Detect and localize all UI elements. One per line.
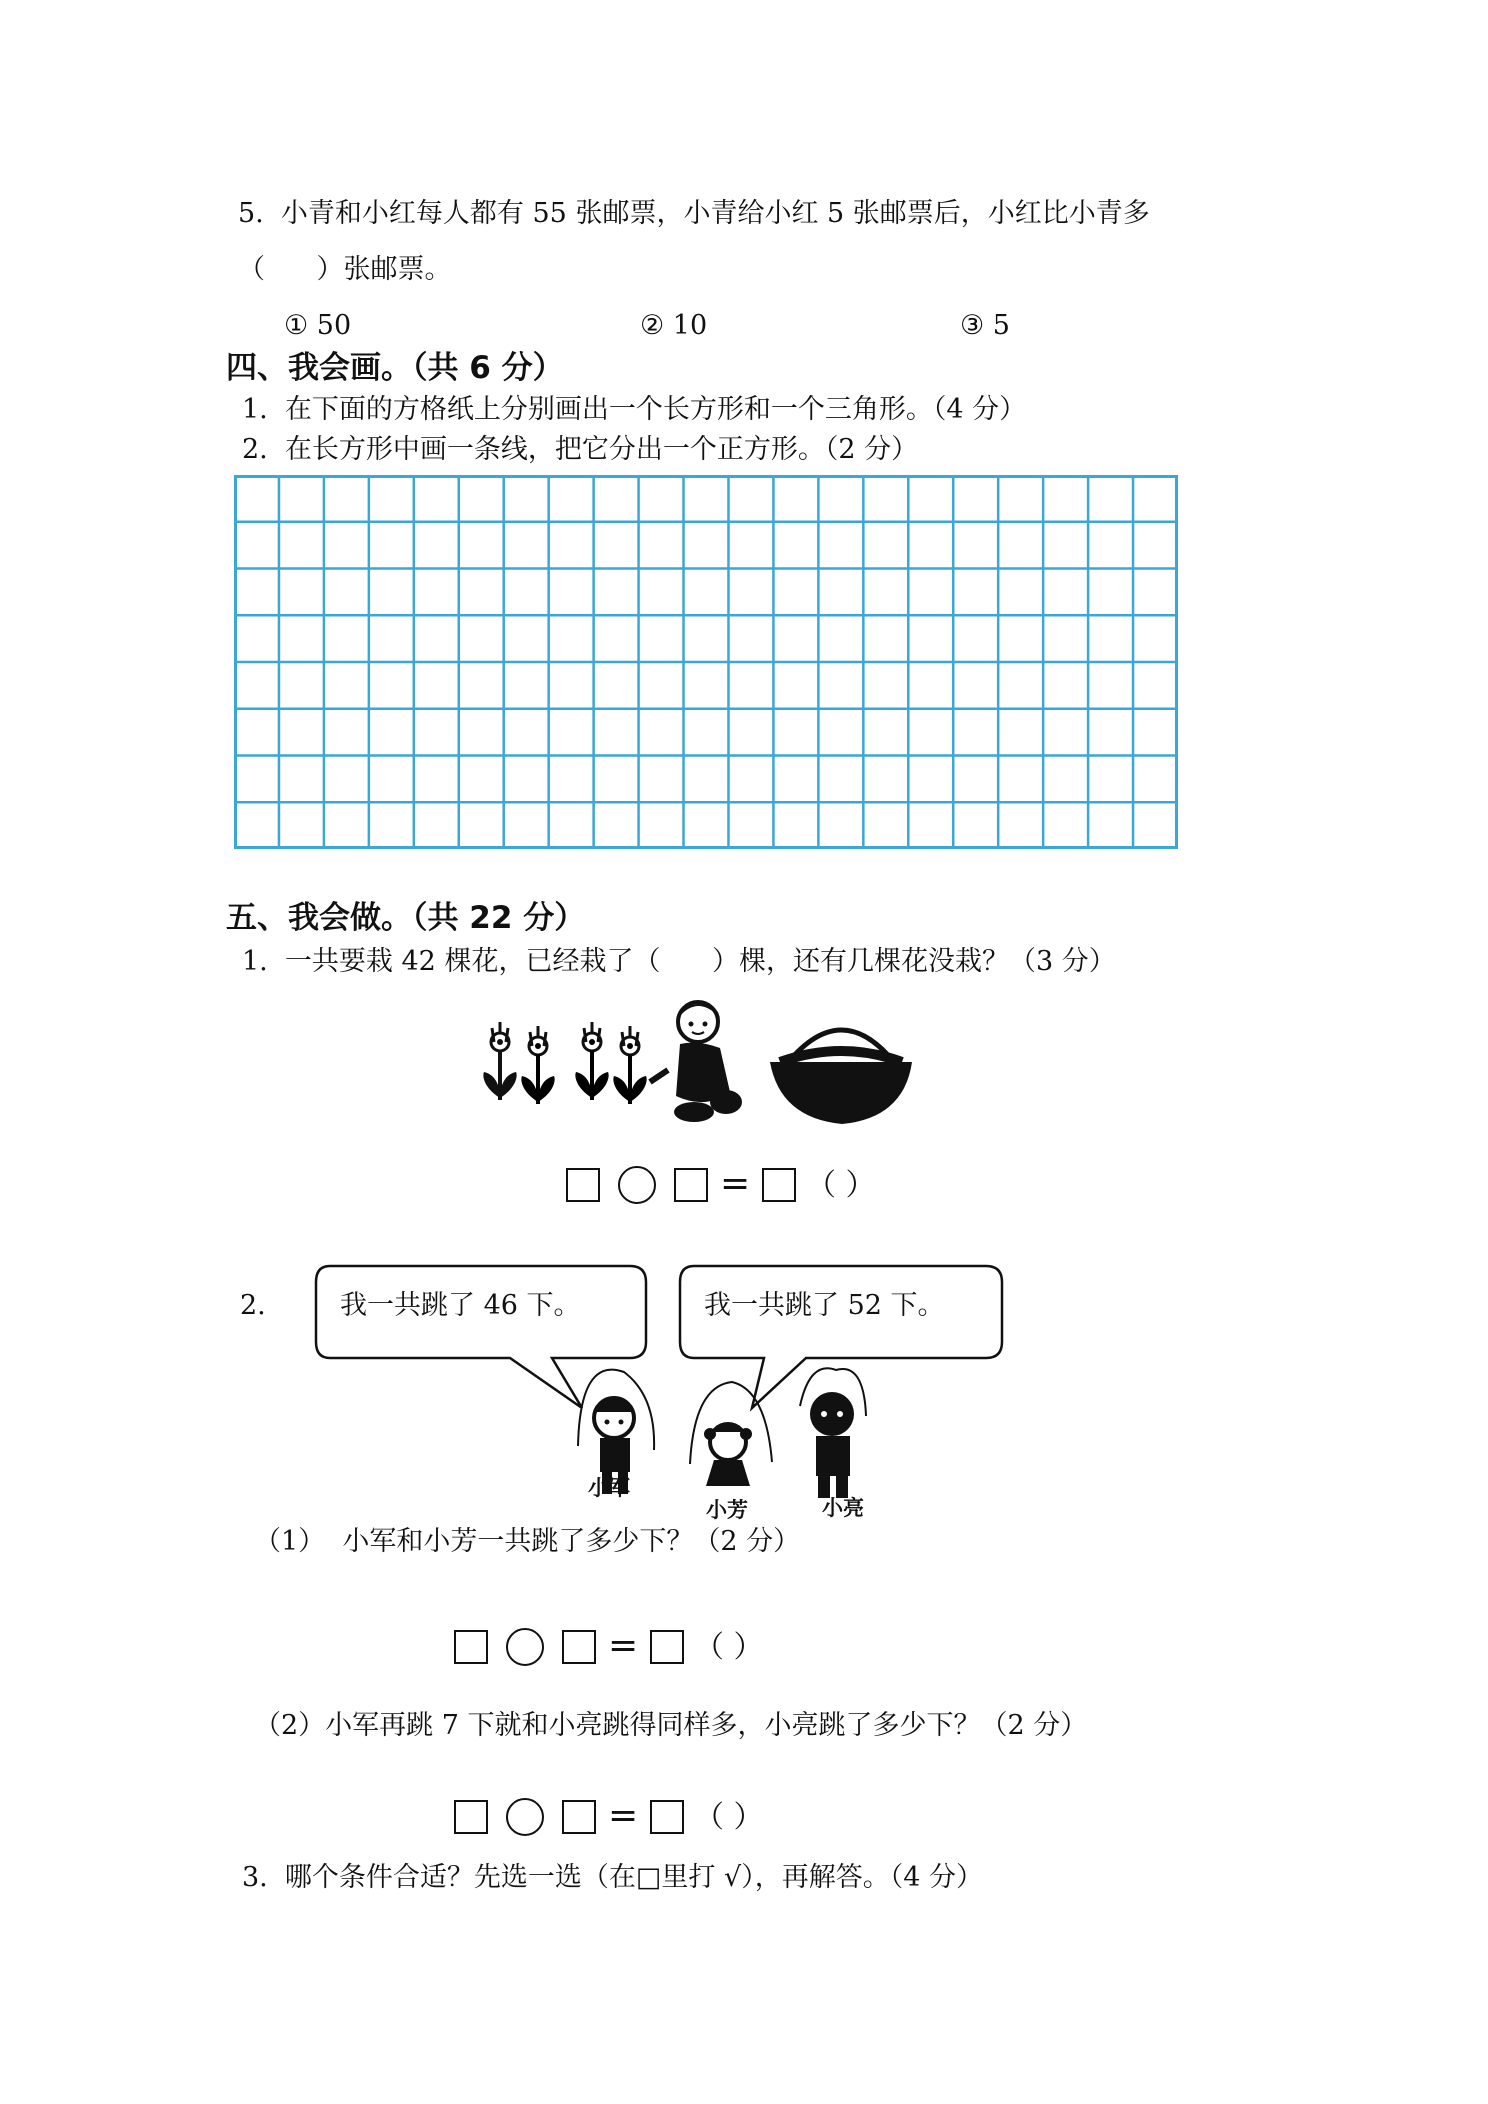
unit-paren[interactable]: （ ） — [694, 1800, 764, 1835]
flower-icon — [613, 1026, 646, 1104]
answer-box[interactable] — [674, 1168, 708, 1202]
operator-circle[interactable] — [506, 1628, 544, 1666]
boy-xiaoliang-icon — [800, 1368, 866, 1498]
q5-option-3[interactable]: ③ 5 — [960, 310, 1010, 341]
basket-icon — [770, 1030, 912, 1124]
name-xiaoliang: 小亮 — [822, 1496, 864, 1520]
section4-heading: 四、我会画。（共 6 分） — [226, 350, 564, 386]
q5-option-2[interactable]: ② 10 — [640, 310, 708, 341]
answer-box[interactable] — [650, 1630, 684, 1664]
girl-icon — [650, 1002, 742, 1122]
girl-xiaofang-icon — [690, 1382, 772, 1486]
equation-1 — [566, 1163, 966, 1206]
answer-box[interactable] — [762, 1168, 796, 1202]
section5-q2-number: 2. — [240, 1290, 266, 1321]
section4-item-1: 1. 在下面的方格纸上分别画出一个长方形和一个三角形。（4 分） — [242, 394, 1027, 425]
answer-box[interactable] — [454, 1800, 488, 1834]
section5-q1: 1. 一共要栽 42 棵花，已经栽了（ ）棵，还有几棵花没栽？（3 分） — [242, 946, 1116, 977]
flower-icon — [483, 1022, 516, 1100]
section5-heading: 五、我会做。（共 22 分） — [226, 900, 586, 936]
unit-paren[interactable]: （ ） — [694, 1630, 764, 1665]
drawing-grid[interactable] — [234, 475, 1178, 849]
equals-sign: = — [720, 1163, 751, 1204]
equals-sign: = — [608, 1795, 639, 1836]
q5-line2: （ ）张邮票。 — [238, 254, 452, 285]
flower-icon — [575, 1022, 608, 1100]
name-xiaojun: 小军 — [588, 1476, 630, 1500]
operator-circle[interactable] — [506, 1798, 544, 1836]
name-xiaofang: 小芳 — [706, 1498, 748, 1522]
q5-option-1[interactable]: ① 50 — [284, 310, 352, 341]
speech-bubble-1-text: 我一共跳了 46 下。 — [340, 1290, 581, 1321]
planting-illustration — [480, 1000, 920, 1130]
equals-sign: = — [608, 1625, 639, 1666]
unit-paren[interactable]: （ ） — [806, 1168, 876, 1203]
equation-3 — [454, 1795, 854, 1838]
answer-box[interactable] — [566, 1168, 600, 1202]
operator-circle[interactable] — [618, 1166, 656, 1204]
section4-item-2: 2. 在长方形中画一条线，把它分出一个正方形。（2 分） — [242, 434, 919, 465]
answer-box[interactable] — [562, 1630, 596, 1664]
equation-2 — [454, 1625, 854, 1668]
answer-box[interactable] — [454, 1630, 488, 1664]
speech-bubble-2-text: 我一共跳了 52 下。 — [704, 1290, 945, 1321]
answer-box[interactable] — [562, 1800, 596, 1834]
flower-icon — [521, 1026, 554, 1104]
q5-line1: 5. 小青和小红每人都有 55 张邮票，小青给小红 5 张邮票后，小红比小青多 — [238, 198, 1150, 229]
section5-q3: 3. 哪个条件合适？先选一选（在□里打 √），再解答。（4 分） — [242, 1862, 983, 1893]
q2-sub1: （1） 小军和小芳一共跳了多少下？（2 分） — [254, 1526, 801, 1557]
q2-sub2: （2）小军再跳 7 下就和小亮跳得同样多，小亮跳了多少下？（2 分） — [254, 1710, 1088, 1741]
answer-box[interactable] — [650, 1800, 684, 1834]
